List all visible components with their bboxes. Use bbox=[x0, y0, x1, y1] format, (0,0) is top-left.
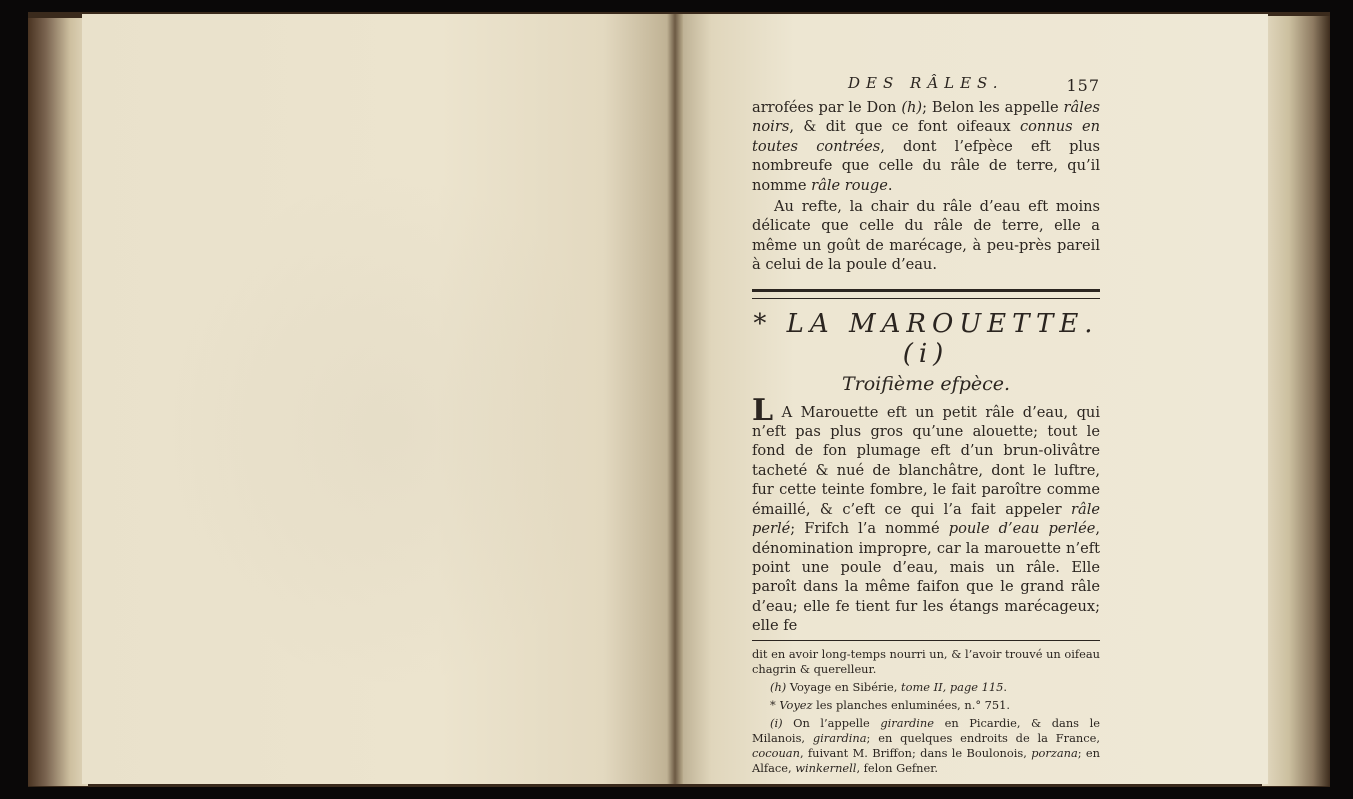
section-subheading: Troifième efpèce. bbox=[841, 372, 1011, 395]
section-heading: * LA MAROUETTE. (i) bbox=[753, 308, 1099, 369]
paragraph-3: L A Marouette eft un petit râle d’eau, qui n’eft pas plus gros qu’une alouette; tout le fond de fon plumage eft d’un brun-olivâtre tacheté & nué de blanchâtre, dont le luftre, fur cette teinte fombre, le fait paroître comme émaillé, & c’eft ce qui l’a fait appeler râle perlé; Frifch l’a nommé poule d’eau perlée, dénomination impropre, car la marouette n’eft point une poule d’eau, mais un râle. Elle paroît dans la même faifon que le grand râle d’eau; elle fe tient fur les étangs marécageux; elle fe bbox=[752, 392, 1100, 635]
show-through-illustration bbox=[160, 170, 580, 690]
right-page-edges bbox=[1262, 16, 1330, 786]
section-rule bbox=[752, 289, 1100, 299]
paragraph-1: arrofées par le Don (h); Belon les appelle râles noirs, & dit que ce font oifeaux connus en toutes contrées, dont l’efpèce eft plus nombreufe que celle du râle de terre, qu’il nomme râle rouge. bbox=[752, 99, 1100, 194]
right-page-text bbox=[752, 74, 1100, 779]
footnote-star: * Voyez les planches enluminées, n.° 751. bbox=[770, 697, 1011, 712]
footnotes bbox=[752, 647, 1100, 776]
running-head bbox=[752, 74, 1100, 98]
footnote-i: (i) On l’appelle girardine en Picardie, & dans le Milanois, girardina; en quelques endroits de la France, cocouan, fuivant M. Briffon; dans le Boulonois, porzana; en Alface, winkernell, felon Gefner. bbox=[752, 715, 1100, 775]
book-gutter bbox=[667, 14, 683, 784]
footnote-rule bbox=[752, 640, 1100, 641]
paragraph-2: Au refte, la chair du râle d’eau eft moins délicate que celle du râle de terre, elle a même un goût de marécage, à peu-près pareil à celui de la poule d’eau. bbox=[752, 198, 1100, 274]
footnote-h: (h) Voyage en Sibérie, tome II, page 115. bbox=[770, 679, 1007, 694]
running-head-title: DES RÂLES. bbox=[848, 74, 1004, 92]
left-page-edges bbox=[28, 18, 88, 786]
page-number: 157 bbox=[1066, 76, 1100, 95]
drop-cap: L bbox=[752, 392, 774, 428]
footnote-continuation: dit en avoir long-temps nourri un, & l’avoir trouvé un oifeau chagrin & querelleur. bbox=[752, 646, 1100, 676]
